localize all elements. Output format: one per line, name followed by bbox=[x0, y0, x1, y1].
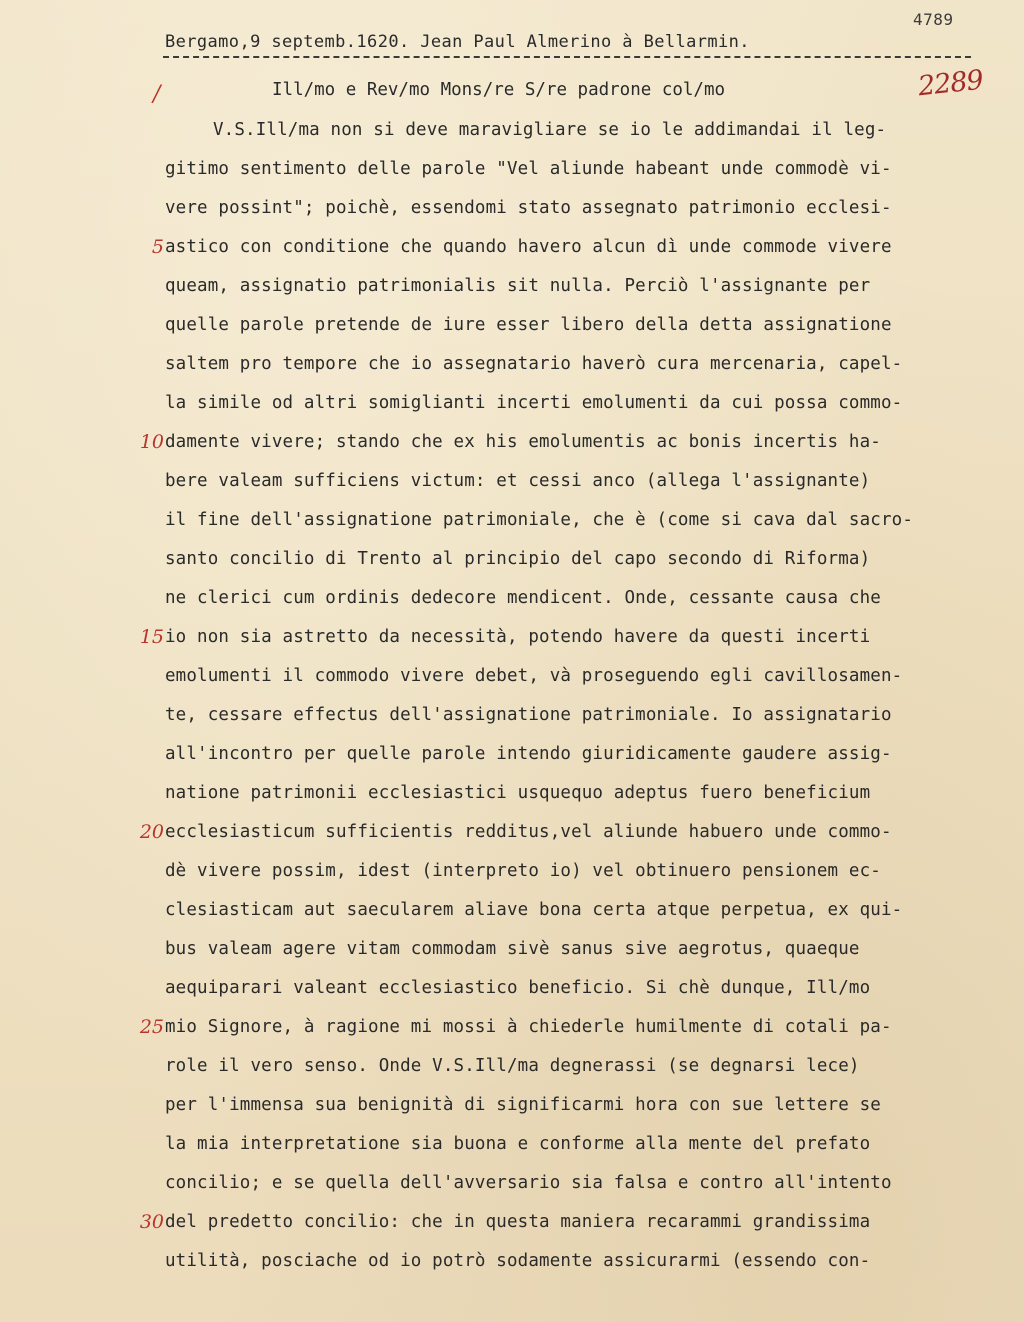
body-line-17: all'incontro per quelle parole intendo giuridicamente gaudere assig- bbox=[165, 744, 892, 764]
body-line-23: aequiparari valeant ecclesiastico beneficio. Si chè dunque, Ill/mo bbox=[165, 978, 871, 998]
letter-header: Bergamo,9 septemb.1620. Jean Paul Almerino à Bellarmin. bbox=[165, 32, 750, 52]
body-line-30: utilità, posciache od io potrò sodamente assicurarmi (essendo con- bbox=[165, 1251, 871, 1271]
body-line-11: il fine dell'assignatione patrimoniale, che è (come si cava dal sacro- bbox=[165, 510, 914, 530]
handwritten-line-marker-20: 20 bbox=[139, 821, 164, 843]
body-line-5: queam, assignatio patrimonialis sit nulla. Perciò l'assignante per bbox=[165, 276, 871, 296]
body-line-18: natione patrimonii ecclesiastici usquequo adeptus fuero beneficium bbox=[165, 783, 871, 803]
handwritten-line-marker-30: 30 bbox=[139, 1211, 164, 1233]
body-line-14: io non sia astretto da necessità, potendo havere da questi incerti bbox=[165, 627, 871, 647]
body-line-8: la simile od altri somiglianti incerti emolumenti da cui possa commo- bbox=[165, 393, 903, 413]
header-divider bbox=[163, 56, 971, 58]
handwritten-line-marker-1: / bbox=[153, 82, 161, 107]
body-line-24: mio Signore, à ragione mi mossi à chiederle humilmente di cotali pa- bbox=[165, 1017, 892, 1037]
body-line-27: la mia interpretatione sia buona e conforme alla mente del prefato bbox=[165, 1134, 871, 1154]
body-line-29: del predetto concilio: che in questa maniera recarammi grandissima bbox=[165, 1212, 871, 1232]
body-line-15: emolumenti il commodo vivere debet, và proseguendo egli cavillosamen- bbox=[165, 666, 903, 686]
body-line-7: saltem pro tempore che io assegnatario haverò cura mercenaria, capel- bbox=[165, 354, 903, 374]
body-line-10: bere valeam sufficiens victum: et cessi anco (allega l'assignante) bbox=[165, 471, 871, 491]
body-line-19: ecclesiasticum sufficientis redditus,vel aliunde habuero unde commo- bbox=[165, 822, 892, 842]
handwritten-line-marker-10: 10 bbox=[139, 431, 164, 453]
body-line-1: V.S.Ill/ma non si deve maravigliare se io le addimandai il leg- bbox=[213, 120, 887, 140]
handwritten-line-marker-25: 25 bbox=[139, 1016, 164, 1038]
salutation: Ill/mo e Rev/mo Mons/re S/re padrone col/mo bbox=[272, 80, 726, 100]
body-line-22: bus valeam agere vitam commodam sivè sanus sive aegrotus, quaeque bbox=[165, 939, 860, 959]
handwritten-archive-number: 2289 bbox=[916, 64, 985, 103]
handwritten-line-marker-15: 15 bbox=[139, 626, 164, 648]
body-line-26: per l'immensa sua benignità di significarmi hora con sue lettere se bbox=[165, 1095, 881, 1115]
body-line-28: concilio; e se quella dell'avversario sia falsa e contro all'intento bbox=[165, 1173, 892, 1193]
body-line-21: clesiasticam aut saecularem aliave bona certa atque perpetua, ex qui- bbox=[165, 900, 903, 920]
body-line-25: role il vero senso. Onde V.S.Ill/ma degnerassi (se degnarsi lece) bbox=[165, 1056, 860, 1076]
body-line-3: vere possint"; poichè, essendomi stato assegnato patrimonio ecclesi- bbox=[165, 198, 892, 218]
page-number: 4789 bbox=[913, 10, 954, 29]
body-line-2: gitimo sentimento delle parole "Vel aliunde habeant unde commodè vi- bbox=[165, 159, 892, 179]
body-line-9: damente vivere; stando che ex his emolumentis ac bonis incertis ha- bbox=[165, 432, 881, 452]
body-line-4: astico con conditione che quando havero alcun dì unde commode vivere bbox=[165, 237, 892, 257]
body-line-6: quelle parole pretende de iure esser libero della detta assignatione bbox=[165, 315, 892, 335]
body-line-12: santo concilio di Trento al principio del capo secondo di Riforma) bbox=[165, 549, 871, 569]
body-line-20: dè vivere possim, idest (interpreto io) vel obtinuero pensionem ec- bbox=[165, 861, 881, 881]
handwritten-line-marker-5: 5 bbox=[151, 236, 164, 258]
body-line-13: ne clerici cum ordinis dedecore mendicent. Onde, cessante causa che bbox=[165, 588, 881, 608]
body-line-16: te, cessare effectus dell'assignatione patrimoniale. Io assignatario bbox=[165, 705, 892, 725]
